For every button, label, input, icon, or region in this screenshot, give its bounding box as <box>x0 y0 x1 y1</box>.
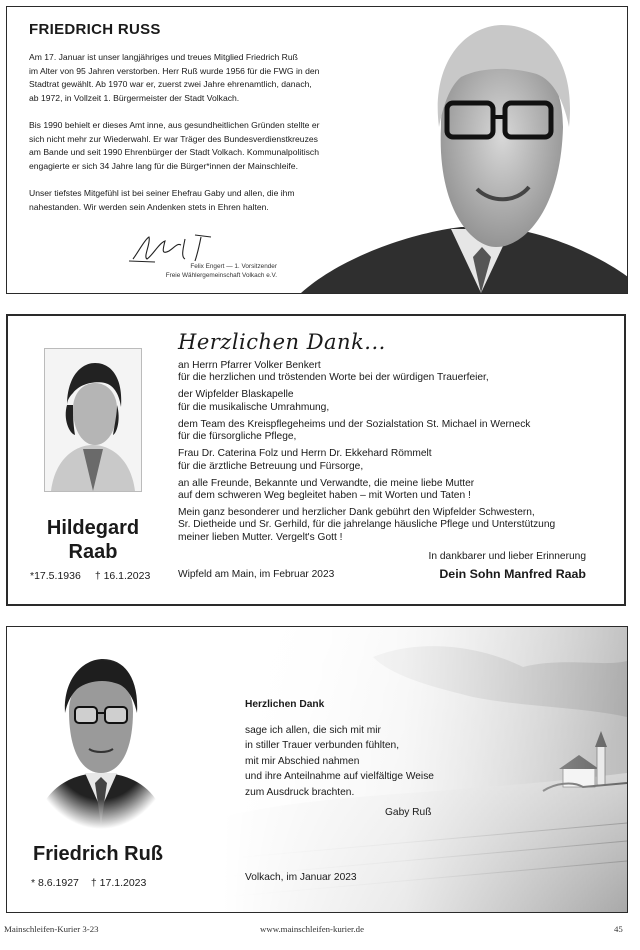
portrait-photo <box>31 649 171 829</box>
thanks-list <box>178 360 608 549</box>
birth-date: * 8.6.1927 <box>31 877 79 889</box>
life-dates <box>30 570 150 582</box>
thanks-entry <box>178 478 608 503</box>
thanks-line: dem Team des Kreispflegeheims und der Sozialstation St. Michael in Werneck <box>178 418 531 430</box>
footer-publication: Mainschleifen-Kurier 3-23 <box>4 924 99 934</box>
closing-line: In dankbarer und lieber Erinnerung <box>428 551 586 562</box>
place-date: Volkach, im Januar 2023 <box>245 872 357 883</box>
obituary-paragraph-1: Am 17. Januar ist unser langjähriges und treues Mitglied Friedrich Ruß im Alter von 95 Jahren verstorben. Herr Ruß wurde 1956 für die FWG in den Stadtrat gewählt. Ab 1970 war er, zuerst zwei Jahre ehrenamtlich, danach, ab 1972, in Vollzeit 1. Bürgermeister der Stadt Volkach. <box>29 52 320 103</box>
obituary-title: FRIEDRICH RUSS <box>29 21 161 38</box>
thanks-entry <box>178 507 608 544</box>
deceased-name: Hildegard Raab <box>46 517 140 563</box>
page-number: 45 <box>614 924 623 934</box>
thanks-line: Sr. Dietheide und Sr. Gerhild, für die jahrelange häusliche Pflege und Unterstützung <box>178 519 556 531</box>
thanks-line: für die musikalische Umrahmung, <box>178 401 330 413</box>
thanks-line: für die ärztliche Betreuung und Fürsorge, <box>178 460 364 472</box>
sender-name: Dein Sohn Manfred Raab <box>439 567 586 581</box>
thanks-line: Mein ganz besonderer und herzlicher Dank gebührt den Wipfelder Schwestern, <box>178 507 535 519</box>
thanks-entry <box>178 448 608 473</box>
deceased-name: Friedrich Ruß <box>33 843 164 865</box>
thanks-heading: Herzlichen Dank... <box>178 330 386 354</box>
obituary-paragraph-3: Unser tiefstes Mitgefühl ist bei seiner Ehefrau Gaby und allen, die ihm nahestanden. Wir werden sein Andenken stets in Ehren halten. <box>29 188 295 212</box>
thanks-entry <box>178 419 608 444</box>
thanks-line: meiner lieben Mutter. Vergelt's Gott ! <box>178 531 343 543</box>
russ-thank-you-notice <box>6 626 628 913</box>
thanks-heading: Herzlichen Dank <box>245 699 325 710</box>
thanks-entry <box>178 389 608 414</box>
handwritten-signature <box>125 229 225 265</box>
thanks-line: Frau Dr. Caterina Folz und Herrn Dr. Ekkehard Römmelt <box>178 448 432 460</box>
thanks-line: an alle Freunde, Bekannte und Verwandte, die meine liebe Mutter <box>178 477 475 489</box>
thanks-entry <box>178 360 608 385</box>
death-date: † 16.1.2023 <box>94 570 151 582</box>
thanks-line: für die herzlichen und tröstenden Worte bei der würdigen Trauerfeier, <box>178 372 489 384</box>
portrait-photo <box>301 7 628 293</box>
obituary-paragraph-2: Bis 1990 behielt er dieses Amt inne, aus gesundheitlichen Gründen stellte er sich nicht mehr zur Wiederwahl. Er war Träger des Bundesverdienstkreuzes am Bande und seit 1990 Ehrenbürger der Stadt Volkach. Kommunalpolitisch engagierte er sich 34 Jahre lang für die Bürger*innen der Mainschleife. <box>29 120 320 171</box>
birth-date: *17.5.1936 <box>30 570 81 582</box>
thanks-message: sage ich allen, die sich mit mir in stiller Trauer verbunden fühlten, mit mir Abschied nahmen und ihre Anteilnahme auf vielfältige Weise zum Ausdruck brachten. <box>245 725 434 798</box>
place-date: Wipfeld am Main, im Februar 2023 <box>178 569 335 580</box>
death-date: † 17.1.2023 <box>90 877 147 889</box>
sender-name: Gaby Ruß <box>385 807 432 818</box>
thanks-line: für die fürsorgliche Pflege, <box>178 431 297 443</box>
signer-block: Felix Engert — 1. Vorsitzender Freie Wählergemeinschaft Volkach e.V. <box>165 263 277 279</box>
obituary-notice <box>6 6 628 294</box>
portrait-photo <box>44 348 142 492</box>
raab-thank-you-notice <box>6 314 626 606</box>
thanks-line: auf dem schweren Weg begleitet haben – mit Worten und Taten ! <box>178 490 471 502</box>
life-dates <box>31 877 146 889</box>
thanks-line: an Herrn Pfarrer Volker Benkert <box>178 360 321 371</box>
footer-website: www.mainschleifen-kurier.de <box>260 924 364 934</box>
thanks-line: der Wipfelder Blaskapelle <box>178 389 294 401</box>
